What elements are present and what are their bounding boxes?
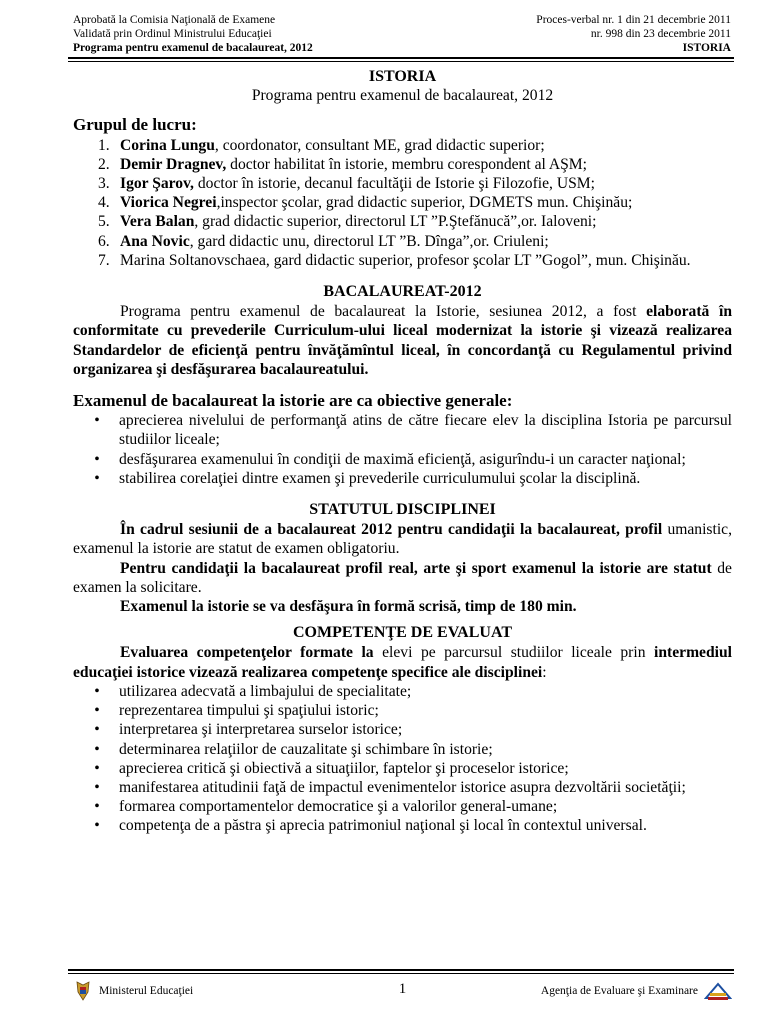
member-number: 5. (98, 213, 110, 231)
agency-logo-icon (704, 980, 732, 1002)
member-item (73, 155, 732, 174)
member-text: Vera Balan, grad didactic superior, directorul LT ”P.Ştefănucă”,or. Ialoveni; (120, 213, 597, 231)
member-number: 2. (98, 155, 110, 173)
bullet-text: interpretarea şi interpretarea surselor istorice; (119, 721, 403, 739)
objectives-list (73, 411, 732, 488)
bullet-text: reprezentarea timpului şi spaţiului istoric; (119, 702, 379, 720)
member-item (73, 232, 732, 251)
minutes-text: Proces-verbal nr. 1 din 21 decembrie 2011 (536, 14, 731, 26)
member-item (73, 193, 732, 212)
bullet-text: formarea comportamentelor democratice şi a valorilor general-umane; (119, 798, 558, 816)
group-heading: Grupul de lucru: (73, 115, 197, 135)
member-text: Demir Dragnev, doctor habilitat în istorie, membru corespondent al AŞM; (120, 155, 588, 173)
validation-text: Validată prin Ordinul Ministrului Educaţiei (73, 28, 272, 40)
document-body (73, 67, 732, 836)
document-title: ISTORIA (368, 68, 437, 85)
bullet-text: desfăşurarea examenului în condiţii de maximă eficienţă, asigurîndu-i un caracter naţional; (119, 450, 686, 468)
bullet-item (73, 682, 732, 701)
member-text: Ana Novic, gard didactic unu, directorul LT ”B. Dînga”,or. Criuleni; (120, 232, 549, 250)
comp-heading: COMPETENŢE DE EVALUAT (293, 624, 512, 642)
bullet-item (73, 740, 732, 759)
member-text: Viorica Negrei,inspector şcolar, grad didactic superior, DGMETS mun. Chişinău; (120, 194, 633, 212)
statut-heading: STATUTUL DISCIPLINEI (309, 501, 496, 519)
header-row-3 (73, 41, 731, 55)
bullet-icon: • (94, 778, 100, 796)
objectives-heading: Examenul de bacalaureat la istorie are ca obiective generale: (73, 391, 513, 411)
member-name: Viorica Negrei (120, 194, 217, 212)
member-number: 6. (98, 232, 110, 250)
bullet-item (73, 450, 732, 469)
member-text: Corina Lungu, coordonator, consultant ME, grad didactic superior; (120, 136, 545, 154)
bullet-icon: • (94, 721, 100, 739)
bullet-text: competenţa de a păstra şi aprecia patrimoniul naţional şi local în contextul universal. (119, 817, 647, 835)
page-header (73, 13, 731, 55)
member-name: Demir Dragnev, (120, 155, 227, 173)
bullet-icon: • (94, 469, 100, 487)
footer-divider (68, 969, 734, 971)
competences-list (73, 682, 732, 836)
ministry-text: Ministerul Educaţiei (99, 985, 194, 997)
footer-divider-thin (68, 973, 734, 974)
bullet-item (73, 759, 732, 778)
bullet-icon: • (94, 740, 100, 758)
member-text: Igor Şarov, doctor în istorie, decanul facultăţii de Istorie şi Filozofie, USM; (120, 175, 595, 193)
bullet-item (73, 797, 732, 816)
bullet-icon: • (94, 759, 100, 777)
member-item (73, 174, 732, 193)
bullet-icon: • (94, 817, 100, 835)
approval-text: Aprobată la Comisia Naţională de Examene (73, 14, 276, 26)
statut-paragraph-2: Pentru candidaţii la bacalaureat profil real, arte şi sport examenul la istorie are statut de examen la solicitare. (73, 559, 732, 596)
bullet-text: stabilirea corelaţiei dintre examen şi prevederile curriculumului şcolar la disciplină. (119, 469, 641, 487)
page-number: 1 (398, 981, 407, 997)
member-number: 1. (98, 136, 110, 154)
members-list (73, 136, 732, 270)
member-name: Corina Lungu (120, 136, 215, 154)
bullet-text: determinarea relaţiilor de cauzalitate şi schimbare în istorie; (119, 740, 493, 758)
member-number: 3. (98, 175, 110, 193)
bullet-item (73, 778, 732, 797)
bullet-icon: • (94, 702, 100, 720)
member-item (73, 136, 732, 155)
member-name: Vera Balan (120, 213, 195, 231)
bullet-item (73, 720, 732, 739)
bullet-item (73, 469, 732, 488)
program-text: Programa pentru examenul de bacalaureat, 2012 (73, 42, 313, 54)
header-row-2 (73, 27, 731, 41)
page-footer (73, 978, 732, 1004)
bullet-icon: • (94, 682, 100, 700)
bullet-text: utilizarea adecvată a limbajului de specialitate; (119, 682, 412, 700)
member-name: Ana Novic (120, 232, 190, 250)
bullet-icon: • (94, 798, 100, 816)
member-name: Igor Şarov, (120, 175, 194, 193)
member-number: 7. (98, 251, 110, 269)
footer-right (541, 980, 732, 1002)
bac-paragraph: Programa pentru examenul de bacalaureat la Istorie, sesiunea 2012, a fost elaborată în conformitate cu prevederile Curriculum-ului liceal modernizat la istorie şi vizează realizarea Standardelor de eficienţă pentru învăţămîntul liceal, în concordanţă cu Regulamentul privind organizarea şi desfăşurarea bacalaureatului. (73, 303, 732, 378)
bac-heading: BACALAUREAT-2012 (323, 283, 482, 301)
document-subtitle: Programa pentru examenul de bacalaureat, 2012 (251, 87, 554, 105)
member-number: 4. (98, 194, 110, 212)
member-item (73, 251, 732, 270)
subject-text: ISTORIA (682, 42, 731, 54)
bullet-text: aprecierea nivelului de performanţă atins de către fiecare elev la disciplina Istoria pe parcursul studiilor liceale; (119, 412, 732, 449)
header-divider-thin (68, 61, 734, 62)
bullet-icon: • (94, 412, 100, 430)
header-divider (68, 57, 734, 59)
statut-paragraph-1: În cadrul sesiunii de a bacalaureat 2012 pentru candidaţii la bacalaureat, profil umanistic, examenul la istorie are statut de examen obligatoriu. (73, 521, 732, 558)
bullet-text: manifestarea atitudinii faţă de impactul evenimentelor istorice asupra dezvoltării societăţii; (119, 778, 686, 796)
bullet-item (73, 816, 732, 835)
bullet-icon: • (94, 450, 100, 468)
comp-intro: Evaluarea competenţelor formate la elevi pe parcursul studiilor liceale prin intermediul educaţiei istorice vizează realizarea competenţe specifice ale disciplinei: (73, 644, 732, 681)
member-item (73, 212, 732, 231)
statut-paragraph-3: Examenul la istorie se va desfăşura în formă scrisă, timp de 180 min. (120, 598, 577, 616)
order-text: nr. 998 din 23 decembrie 2011 (590, 28, 731, 40)
bullet-item (73, 411, 732, 449)
agency-text: Agenţia de Evaluare şi Examinare (540, 985, 698, 997)
header-row-1 (73, 13, 731, 27)
bullet-text: aprecierea critică şi obiectivă a situaţiilor, faptelor şi proceselor istorice; (119, 759, 569, 777)
bullet-item (73, 701, 732, 720)
member-text: Marina Soltanovschaea, gard didactic superior, profesor şcolar LT ”Gogol”, mun. Chişinău. (120, 251, 691, 269)
